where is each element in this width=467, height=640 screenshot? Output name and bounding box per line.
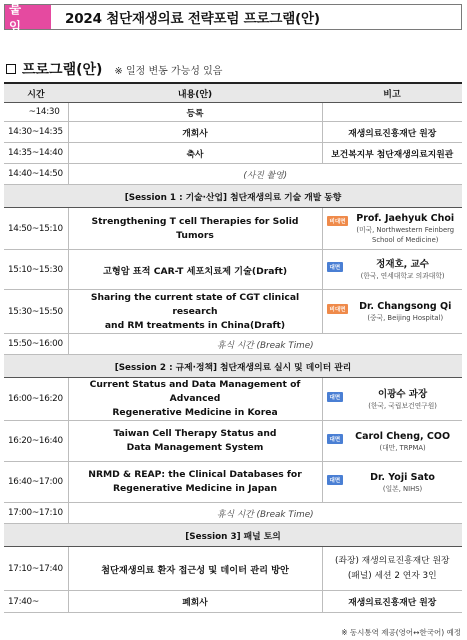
row-content: 축사 — [68, 143, 322, 164]
onsite-tag: 대면 — [327, 475, 344, 485]
speaker-name: Prof. Jaehyuk Choi — [356, 213, 455, 224]
section-heading — [6, 59, 222, 79]
speaker-affiliation: (대만, TRPMA) — [379, 443, 426, 452]
remote-tag: 비대면 — [327, 216, 349, 226]
row-note: 재생의료진흥재단 원장 — [322, 591, 462, 613]
row-content: 등록 — [68, 103, 322, 122]
row-content: 개회사 — [68, 122, 322, 143]
row-note: 보건복지부 첨단재생의료지원관 — [322, 143, 462, 164]
row-time: 17:40~ — [4, 591, 68, 613]
row-time: 14:40~14:50 — [4, 164, 68, 185]
row-time: 15:50~16:00 — [4, 334, 68, 355]
table-row — [4, 591, 462, 613]
col-header-content: 내용(안) — [68, 83, 322, 103]
row-content: Strengthening T cell Therapies for Solid Tumors — [68, 208, 322, 250]
document-header — [4, 1, 462, 34]
row-time: ~14:30 — [4, 103, 68, 122]
row-time: 14:35~14:40 — [4, 143, 68, 164]
row-time: 16:40~17:00 — [4, 462, 68, 503]
onsite-tag: 대면 — [327, 392, 344, 402]
row-time: 17:00~17:10 — [4, 503, 68, 524]
section-title: 프로그램(안) — [22, 62, 103, 78]
session-row — [4, 355, 462, 378]
row-speaker — [322, 208, 462, 250]
row-time: 15:30~15:50 — [4, 290, 68, 334]
speaker-name: Dr. Changsong Qi — [359, 301, 452, 312]
section-note: ※ 일정 변동 가능성 있음 — [114, 65, 223, 77]
table-row — [4, 503, 462, 524]
session-row — [4, 185, 462, 208]
table-row — [4, 103, 462, 122]
row-content: 고형암 표적 CAR-T 세포치료제 기술(Draft) — [68, 250, 322, 290]
row-content: NRMD & REAP: the Clinical Databases for Regenerative Medicine in Japan — [68, 462, 322, 503]
session-title: [Session 3] 패널 토의 — [4, 524, 462, 547]
row-content: 첨단재생의료 환자 접근성 및 데이터 관리 방안 — [68, 547, 322, 591]
col-header-note: 비고 — [322, 83, 462, 103]
row-note: 재생의료진흥재단 원장 — [322, 122, 462, 143]
table-row — [4, 250, 462, 290]
panel-chair: (좌장) 재생의료진흥재단 원장 — [335, 555, 450, 566]
row-speaker — [322, 462, 462, 503]
table-row — [4, 462, 462, 503]
row-speaker — [322, 290, 462, 334]
onsite-tag: 대면 — [327, 434, 344, 444]
row-content: Current Status and Data Management of Advanced Regenerative Medicine in Korea — [68, 378, 322, 421]
row-speaker — [322, 378, 462, 421]
speaker-affiliation: (중국, Beijing Hospital) — [367, 314, 444, 322]
row-content: 휴식 시간 (Break Time) — [68, 503, 462, 524]
table-row — [4, 334, 462, 355]
row-time: 16:20~16:40 — [4, 421, 68, 462]
square-bullet-icon — [6, 64, 16, 74]
session-title: [Session 1 : 기술·산업] 첨단재생의료 기술 개발 동향 — [4, 185, 462, 208]
row-content: 휴식 시간 (Break Time) — [68, 334, 462, 355]
footer-note: ※ 동시통역 제공(영어↔한국어) 예정 — [341, 628, 461, 637]
col-header-time: 시간 — [4, 83, 68, 103]
panel-members: (패널) 세션 2 연자 3인 — [347, 570, 437, 581]
speaker-affiliation: (미국, Northwestern Feinberg — [356, 226, 455, 234]
speaker-name: Dr. Yoji Sato — [370, 471, 435, 483]
table-row — [4, 164, 462, 185]
row-time: 14:50~15:10 — [4, 208, 68, 250]
row-speaker — [322, 421, 462, 462]
speaker-name: 정재호, 교수 — [376, 259, 429, 270]
row-content: Sharing the current state of CGT clinical research and RM treatments in China(Draft) — [68, 290, 322, 334]
document-title: 2024 첨단재생의료 전략포럼 프로그램(안) — [65, 11, 320, 27]
table-row — [4, 547, 462, 591]
row-time: 14:30~14:35 — [4, 122, 68, 143]
row-note — [322, 103, 462, 122]
row-time: 15:10~15:30 — [4, 250, 68, 290]
table-row — [4, 290, 462, 334]
table-header-row — [4, 83, 462, 103]
speaker-affiliation: (한국, 연세대학교 의과대학) — [360, 272, 445, 280]
table-row — [4, 122, 462, 143]
table-row — [4, 378, 462, 421]
session-title: [Session 2 : 규제·정책] 첨단재생의료 실시 및 데이터 관리 — [4, 355, 462, 378]
table-row — [4, 421, 462, 462]
remote-tag: 비대면 — [327, 304, 349, 314]
row-content: 폐회사 — [68, 591, 322, 613]
row-time: 17:10~17:40 — [4, 547, 68, 591]
session-row — [4, 524, 462, 547]
onsite-tag: 대면 — [327, 262, 344, 272]
speaker-affiliation: (한국, 국립보건연구원) — [368, 401, 437, 410]
row-content: (사진 촬영) — [68, 164, 462, 185]
speaker-name: Carol Cheng, COO — [355, 430, 451, 442]
table-row — [4, 143, 462, 164]
row-note — [322, 547, 462, 591]
row-time: 16:00~16:20 — [4, 378, 68, 421]
speaker-affiliation: School of Medicine) — [372, 236, 439, 244]
speaker-affiliation: (일본, NIHS) — [382, 484, 423, 493]
row-speaker — [322, 250, 462, 290]
program-table — [4, 82, 462, 613]
speaker-name: 이광수 과장 — [377, 388, 428, 400]
table-row — [4, 208, 462, 250]
row-content: Taiwan Cell Therapy Status and Data Management System — [68, 421, 322, 462]
attachment-badge: 붙 임 — [5, 5, 51, 29]
